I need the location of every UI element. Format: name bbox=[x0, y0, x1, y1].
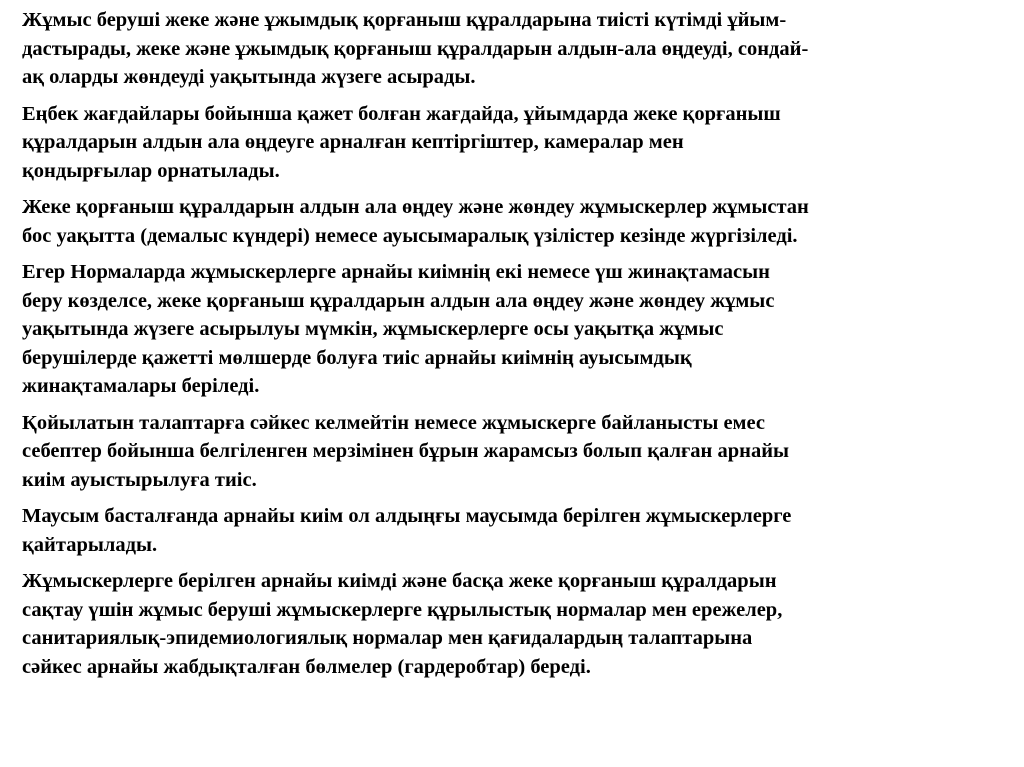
paragraph-processing-time: Жеке қорғаныш құралдарын алдын ала өңдеу және жөндеу жұмыскерлер жұмыстан бос уақытта (демалыс күндері) немесе ауысымаралық үзілістер кезінде жүргізіледі. bbox=[22, 196, 809, 247]
paragraph-care-of-protective-equipment: Жұмыс беруші жеке және ұжымдық қорғаныш құралдарына тиісті күтімді ұйым- дастырады, жеке және ұжымдық қорғаныш құралдарын алдын-ала өңдеуді, сондай- ақ оларды жөндеуді уақытында жүзеге асырады. bbox=[22, 9, 809, 88]
paragraph-replacement: Қойылатын талаптарға сәйкес келмейтін немесе жұмыскерге байланысты емес себептер бойынша белгіленген мерзімінен бұрын жарамсыз болып қалған арнайы киім ауыстырылуға тиіс. bbox=[22, 411, 790, 491]
paragraph-drying-installations: Еңбек жағдайлары бойынша қажет болған жағдайда, ұйымдарда жеке қорғаныш құралдарын алдын ала өңдеуге арналған кептіргіштер, камералар мен қондырғылар орнатылады. bbox=[22, 102, 781, 182]
paragraph-multiple-sets: Егер Нормаларда жұмыскерлерге арнайы киімнің екі немесе үш жинақтамасын беру көзделсе, жеке қорғаныш құралдарын алдын ала өңдеу және жөндеу жұмыс уақытында жүзеге асырылуы мүмкін, жұмыскерлерге осы уақытқа жұмыс берушілерде қажетті мөлшерде болуға тиіс арнайы киімнің ауысымдық жинақтамалары беріледі. bbox=[22, 261, 775, 397]
paragraph-seasonal-return: Маусым басталғанда арнайы киім ол алдыңғы маусымда берілген жұмыскерлерге қайтарылады. bbox=[22, 505, 792, 556]
paragraph-storage-rooms: Жұмыскерлерге берілген арнайы киімді және басқа жеке қорғаныш құралдарын сақтау үшін жұмыс беруші жұмыскерлерге құрылыстық нормалар мен ережелер, санитариялық-эпидемиологиялық нормалар мен қағидалардың талаптарына сәйкес арнайы жабдықталған бөлмелер (гардеробтар) береді. bbox=[22, 570, 783, 678]
